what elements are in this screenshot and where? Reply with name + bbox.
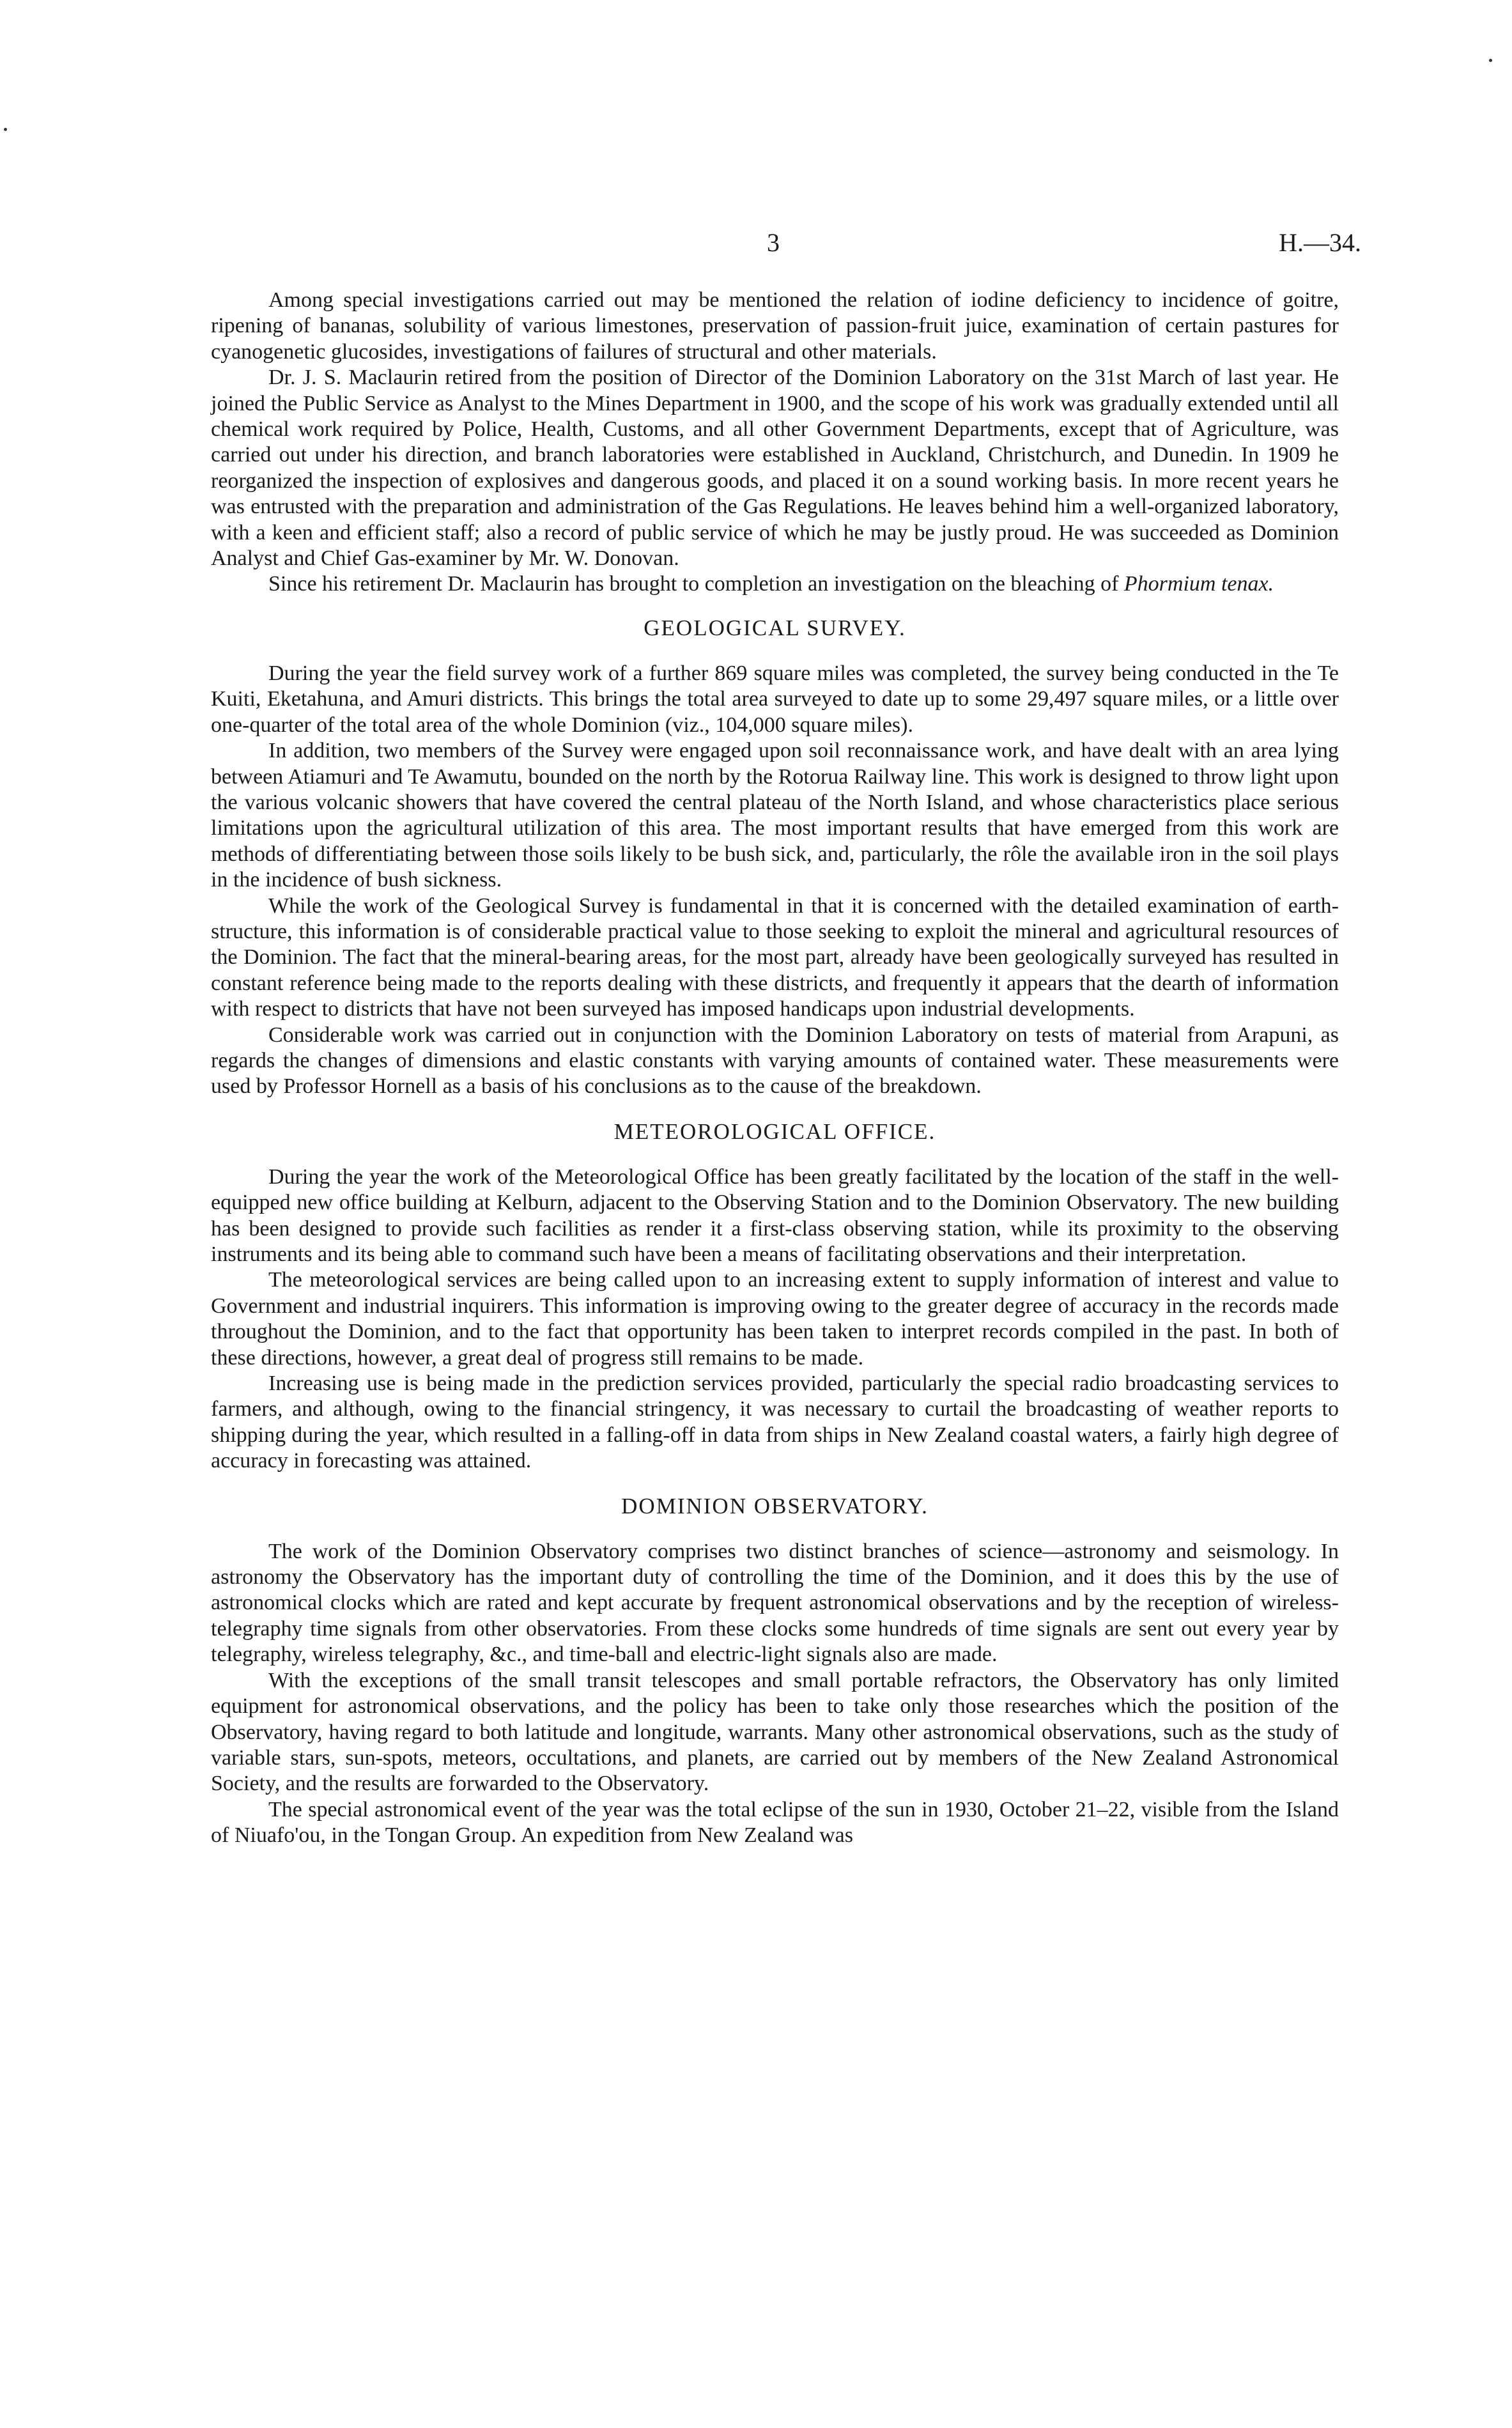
- paragraph-special-investigations: Among special investigations carried out may be mentioned the relation of iodine deficiency to incidence of goitre, ripening of bananas, solubility of various limestones, preservation of passion-fruit juice, examination of certain pastures for cyanogenetic glucosides, investigations of failures of structural and other materials.: [211, 288, 1339, 364]
- section-title-meteorological-office: METEOROLOGICAL OFFICE.: [613, 1118, 936, 1144]
- paragraph-earth-structure: While the work of the Geological Survey is fundamental in that it is concerned with the detailed examination of earth-structure, this information is of considerable practical value to those seeking to exploit the mineral and agricultural resources of the Dominion. The fact that the mineral-bearing areas, for the most part, already have been geologically surveyed has resulted in constant reference being made to the reports dealing with these districts, and frequently it appears that the dearth of information with respect to districts that have not been surveyed has imposed handicaps upon industrial developments.: [211, 893, 1339, 1021]
- species-name: Phormium tenax.: [1123, 572, 1274, 596]
- paragraph-observatory-work: The work of the Dominion Observatory comprises two distinct branches of science—astronomy and seismology. In astronomy the Observatory has the important duty of controlling the time of the Dominion, and it does this by the use of astronomical clocks which are rated and kept accurate by frequent astronomical observations and by the reception of wireless-telegraphy time signals from other observatories. From these clocks some hundreds of time signals are sent out every year by telegraphy, wireless telegraphy, &c., and time-ball and electric-light signals also are made.: [211, 1539, 1339, 1667]
- document-body: [211, 288, 1339, 1849]
- paragraph-observatory-equipment: With the exceptions of the small transit telescopes and small portable refractors, the Observatory has only limited equipment for astronomical observations, and the policy has been to take only those researches which the position of the Observatory, having regard to both latitude and longitude, warrants. Many other astronomical observations, such as the study of variable stars, sun-spots, meteors, occultations, and planets, are carried out by members of the New Zealand Astronomical Society, and the results are forwarded to the Observatory.: [211, 1668, 1339, 1796]
- paragraph-kelburn-building: During the year the work of the Meteorological Office has been greatly facilitated by the location of the staff in the well-equipped new office building at Kelburn, adjacent to the Observing Station and to the Dominion Observatory. The new building has been designed to provide such facilities as render it a first-class observing station, while its proximity to the observing instruments and its being able to command such have been a means of facilitating observations and their interpretation.: [211, 1164, 1339, 1266]
- paragraph-maclaurin-bleaching: [211, 571, 1339, 597]
- paragraph-text: Since his retirement Dr. Maclaurin has brought to completion an investigation on the bleaching of: [268, 572, 1124, 596]
- section-title-geological-survey: GEOLOGICAL SURVEY.: [644, 615, 906, 640]
- section-title-dominion-observatory: DOMINION OBSERVATORY.: [621, 1493, 929, 1519]
- document-code: H.—34.: [1279, 228, 1361, 257]
- page-number: 3: [767, 228, 780, 257]
- paragraph-field-survey: During the year the field survey work of a further 869 square miles was completed, the survey being conducted in the Te Kuiti, Eketahuna, and Amuri districts. This brings the total area surveyed to date up to some 29,497 square miles, or a little over one-quarter of the total area of the whole Dominion (viz., 104,000 square miles).: [211, 661, 1339, 737]
- paragraph-soil-reconnaissance: In addition, two members of the Survey were engaged upon soil reconnaissance work, and have dealt with an area lying between Atiamuri and Te Awamutu, bounded on the north by the Rotorua Railway line. This work is designed to throw light upon the various volcanic showers that have covered the central plateau of the North Island, and whose characteristics place serious limitations upon the agricultural utilization of this area. The most important results that have emerged from this work are methods of differentiating between those soils likely to be bush sick, and, particularly, the rôle the available iron in the soil plays in the incidence of bush sickness.: [211, 739, 1339, 892]
- scan-speck: [4, 128, 7, 131]
- paragraph-arapuni-tests: Considerable work was carried out in conjunction with the Dominion Laboratory on tests of material from Arapuni, as regards the changes of dimensions and elastic constants with varying amounts of contained water. These measurements were used by Professor Hornell as a basis of his conclusions as to the cause of the breakdown.: [211, 1023, 1339, 1099]
- paragraph-maclaurin-retirement: Dr. J. S. Maclaurin retired from the position of Director of the Dominion Laboratory on the 31st March of last year. He joined the Public Service as Analyst to the Mines Department in 1900, and the scope of his work was gradually extended until all chemical work required by Police, Health, Customs, and all other Government Departments, except that of Agriculture, was carried out under his direction, and branch laboratories were established in Auckland, Christchurch, and Dunedin. In 1909 he reorganized the inspection of explosives and dangerous goods, and placed it on a sound working basis. In more recent years he was entrusted with the preparation and administration of the Gas Regulations. He leaves behind him a well-organized laboratory, with a keen and efficient staff; also a record of public service of which he may be justly proud. He was succeeded as Dominion Analyst and Chief Gas-examiner by Mr. W. Donovan.: [211, 366, 1339, 571]
- paragraph-prediction-services: Increasing use is being made in the prediction services provided, particularly the special radio broadcasting services to farmers, and although, owing to the financial stringency, it was necessary to curtail the broadcasting of weather reports to shipping during the year, which resulted in a falling-off in data from ships in New Zealand coastal waters, a fairly high degree of accuracy in forecasting was attained.: [211, 1372, 1339, 1473]
- paragraph-meteorological-services: The meteorological services are being called upon to an increasing extent to supply information of interest and value to Government and industrial inquirers. This information is improving owing to the greater degree of accuracy in the records made throughout the Dominion, and to the fact that opportunity has been taken to interpret records compiled in the past. In both of these directions, however, a great deal of progress still remains to be made.: [211, 1268, 1339, 1370]
- paragraph-eclipse: The special astronomical event of the year was the total eclipse of the sun in 1930, October 21–22, visible from the Island of Niuafo'ou, in the Tongan Group. An expedition from New Zealand was: [211, 1797, 1339, 1848]
- page-header: [211, 228, 1361, 266]
- scan-speck: [1489, 59, 1492, 62]
